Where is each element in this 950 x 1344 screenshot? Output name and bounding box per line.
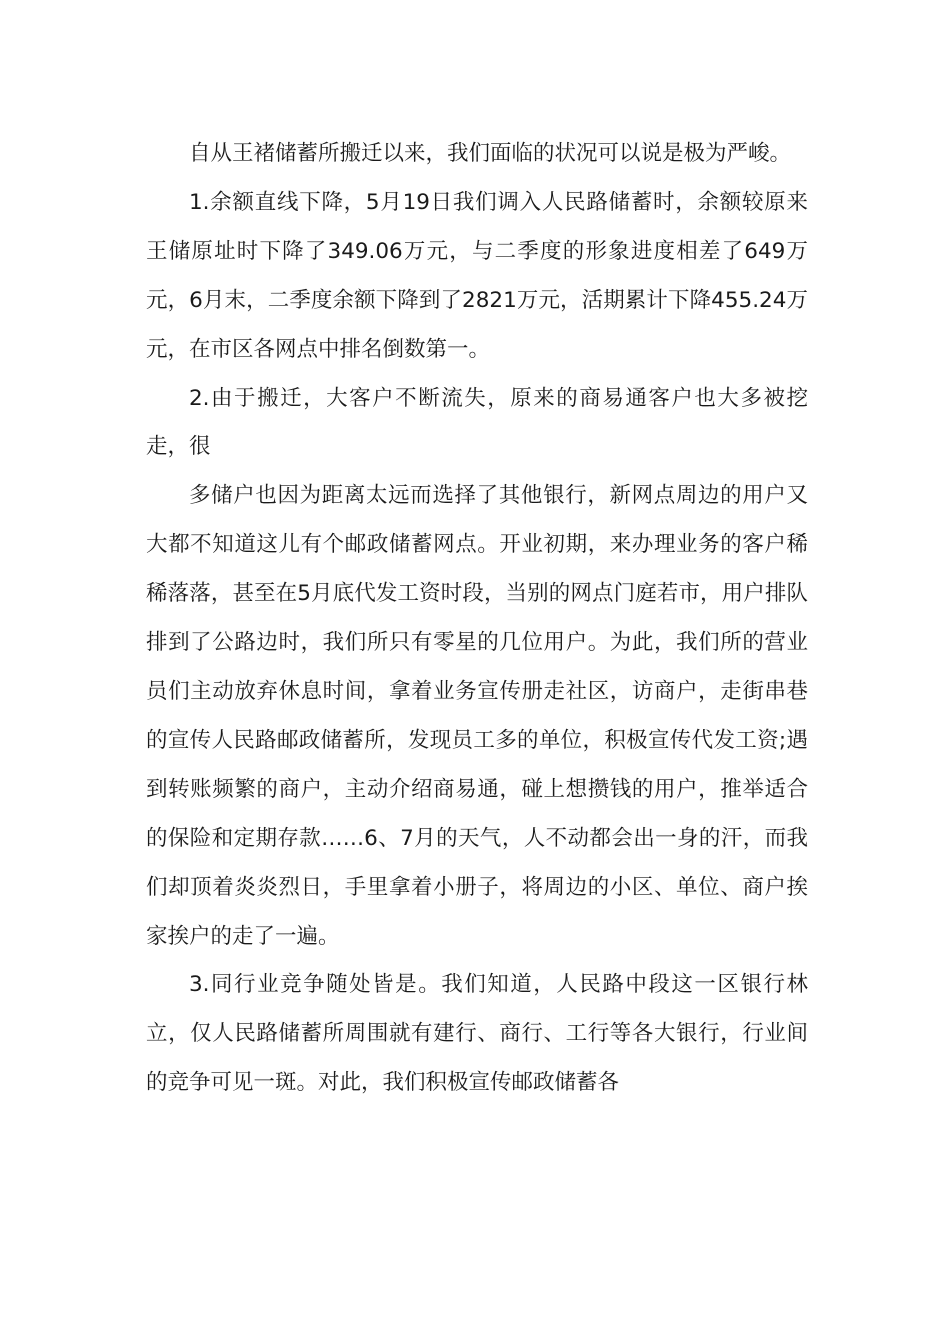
paragraph-point-1: 1.余额直线下降，5月19日我们调入人民路储蓄时，余额较原来王储原址时下降了349.06万元，与二季度的形象进度相差了649万元，6月末，二季度余额下降到了2821万元，活期累计下降455.24万元，在市区各网点中排名倒数第一。 [146, 189, 808, 362]
paragraph-point-2: 2.由于搬迁，大客户不断流失，原来的商易通客户也大多被挖走，很 [146, 385, 808, 460]
paragraph-intro: 自从王褚储蓄所搬迁以来，我们面临的状况可以说是极为严峻。 [189, 141, 792, 166]
paragraph-point-3: 3.同行业竞争随处皆是。我们知道，人民路中段这一区银行林立，仅人民路储蓄所周围就有建行、商行、工行等各大银行，行业间的竞争可见一斑。对此，我们积极宣传邮政储蓄各 [146, 972, 808, 1096]
document-body [146, 130, 808, 1108]
paragraph-point-2-continued: 多储户也因为距离太远而选择了其他银行，新网点周边的用户又大都不知道这儿有个邮政储蓄网点。开业初期，来办理业务的客户稀稀落落，甚至在5月底代发工资时段，当别的网点门庭若市，用户排队排到了公路边时，我们所只有零星的几位用户。为此，我们所的营业员们主动放弃休息时间，拿着业务宣传册走社区，访商户，走街串巷的宣传人民路邮政储蓄所，发现员工多的单位，积极宣传代发工资;遇到转账频繁的商户，主动介绍商易通，碰上想攒钱的用户，推举适合的保险和定期存款……6、7月的天气，人不动都会出一身的汗，而我们却顶着炎炎烈日，手里拿着小册子，将周边的小区、单位、商户挨家挨户的走了一遍。 [146, 483, 808, 949]
